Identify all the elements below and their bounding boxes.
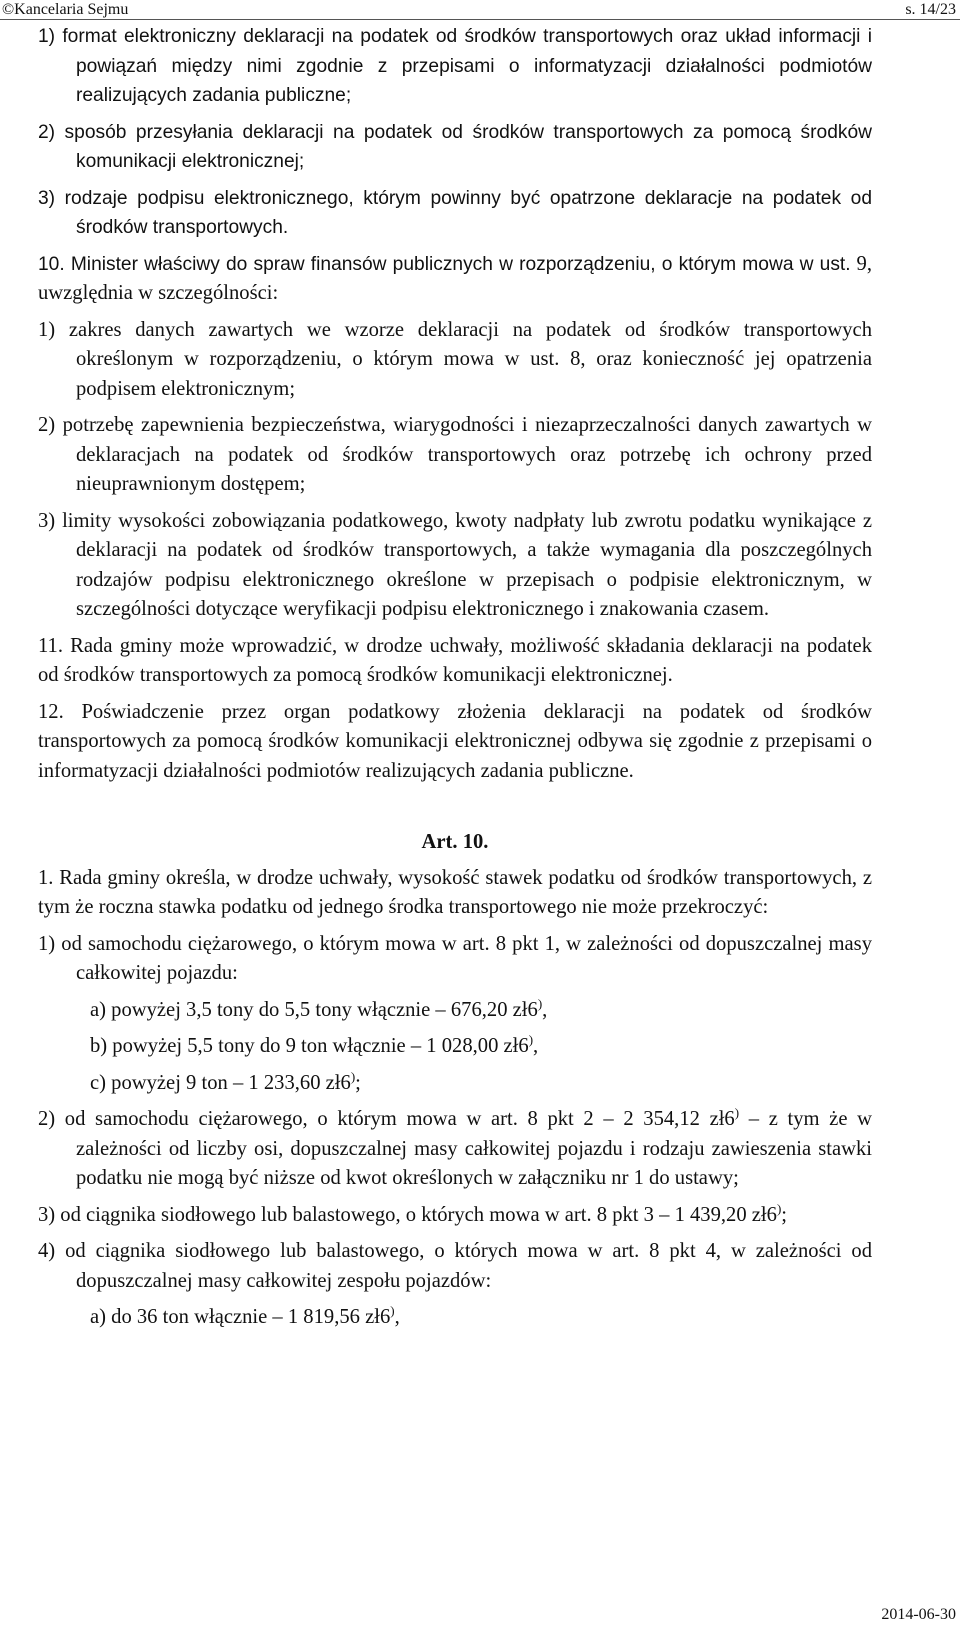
ust-12: 12. Poświadczenie przez organ podatkowy złożenia deklaracji na podatek od środków transportowych za pomocą środków komunikacji elektronicznej odbywa się zgodnie z przepisami o informatyzacji działalności podmiotów realizujących zadania publiczne.	[38, 700, 872, 782]
ust-10-item-2: 2) potrzebę zapewnienia bezpieczeństwa, wiarygodności i niezaprzeczalności danych zawartych w deklaracjach na podatek od środków transportowych oraz potrzebę ich ochrony przed nieuprawnionym dostępem;	[38, 414, 872, 495]
footnote-mark: )	[776, 1200, 782, 1216]
header-page-number: s. 14/23	[905, 1, 956, 18]
ust-10-lead: 10. Minister właściwy do spraw finansów publicznych w rozporządzeniu, o którym mowa w ust.	[38, 253, 851, 275]
art-item-3	[38, 1201, 872, 1231]
art-item-2	[38, 1105, 872, 1194]
article-title: Art. 10.	[421, 831, 489, 853]
footnote-mark: )	[734, 1105, 740, 1121]
sans-item-1: 1) format elektroniczny deklaracji na podatek od środków transportowych oraz układ informacji i powiązań między nimi zgodnie z przepisami o informatyzacji działalności podmiotów realizujących zadania publiczne;	[38, 26, 872, 106]
ust-11: 11. Rada gminy może wprowadzić, w drodze uchwały, możliwość składania deklaracji na podatek od środków transportowych za pomocą środków komunikacji elektronicznej.	[38, 634, 872, 686]
art-item-2-rest: – z tym że w zależności od liczby osi, dopuszczalnej masy całkowitej pojazdu i rodzaju zawieszenia stawki podatku nie mogą być niższe od kwot określonych w załączniku nr 1 do ustawy;	[76, 1108, 872, 1189]
art-item-1b-text: b) powyżej 5,5 tony do 9 ton włącznie – 1 028,00 zł6	[90, 1035, 529, 1057]
ust-10-rest: 9, uwzględnia w szczególności:	[38, 252, 872, 304]
art-item-4a-text: a) do 36 ton włącznie – 1 819,56 zł6	[90, 1306, 391, 1328]
art-item-1b-end: ,	[533, 1035, 539, 1057]
art-item-1: 1) od samochodu ciężarowego, o którym mowa w art. 8 pkt 1, w zależności od dopuszczalnej masy całkowitej pojazdu:	[38, 932, 872, 984]
art-item-1a-text: a) powyżej 3,5 tony do 5,5 tony włącznie – 676,20 zł6	[90, 998, 538, 1021]
art-item-1b	[38, 1032, 872, 1062]
art-item-4: 4) od ciągnika siodłowego lub balastowego, o których mowa w art. 8 pkt 4, w zależności od dopuszczalnej masy całkowitej zespołu pojazdów:	[38, 1240, 872, 1292]
sans-block	[38, 22, 872, 243]
art-item-1c-end: ;	[355, 1071, 361, 1094]
footnote-mark: )	[537, 995, 543, 1011]
art-item-1a-end: ,	[542, 998, 548, 1021]
art-item-1c	[38, 1069, 872, 1099]
document-body	[38, 22, 872, 1340]
footnote-mark: )	[350, 1068, 356, 1084]
art-item-3-lead: 3) od ciągnika siodłowego lub balastowego, o których mowa w art. 8 pkt 3 – 1 439,20 zł6	[38, 1203, 777, 1226]
art-ust-1: 1. Rada gminy określa, w drodze uchwały, wysokość stawek podatku od środków transportowych, z tym że roczna stawka podatku od jednego środka transportowego nie może przekroczyć:	[38, 866, 872, 918]
footnote-mark: )	[528, 1032, 534, 1048]
page-header	[0, 0, 960, 22]
art-item-4a	[38, 1303, 872, 1333]
ust-10-item-1: 1) zakres danych zawartych we wzorze deklaracji na podatek od środków transportowych określonym w rozporządzeniu, o którym mowa w ust. 8, oraz konieczność jej opatrzenia podpisem elektronicznym;	[38, 318, 872, 400]
sans-item-2: 2) sposób przesyłania deklaracji na podatek od środków transportowych za pomocą środków komunikacji elektronicznej;	[38, 121, 872, 172]
header-publisher: ©Kancelaria Sejmu	[2, 1, 129, 18]
ust-10-item-3: 3) limity wysokości zobowiązania podatkowego, kwoty nadpłaty lub zwrotu podatku wynikające z deklaracji na podatek od środków transportowych, a także wymagania dla poszczególnych rodzajów podpisu elektronicznego określone w przepisach o podpisie elektronicznym, w szczególności dotyczące weryfikacji podpisu elektronicznego i znakowania czasem.	[38, 509, 872, 620]
footnote-mark: )	[390, 1303, 395, 1319]
art-item-4a-end: ,	[394, 1306, 400, 1328]
art-item-1c-text: c) powyżej 9 ton – 1 233,60 zł6	[90, 1071, 351, 1094]
ust-10	[38, 250, 872, 309]
footer-date: 2014-06-30	[881, 1606, 956, 1623]
art-item-2-lead: 2) od samochodu ciężarowego, o którym mowa w art. 8 pkt 2 – 2 354,12 zł6	[38, 1108, 735, 1130]
sans-item-3: 3) rodzaje podpisu elektronicznego, którym powinny być opatrzone deklaracje na podatek od środków transportowych.	[38, 187, 872, 238]
art-item-3-end: ;	[781, 1203, 788, 1226]
art-item-1a	[38, 996, 872, 1026]
header-rule	[0, 19, 960, 20]
